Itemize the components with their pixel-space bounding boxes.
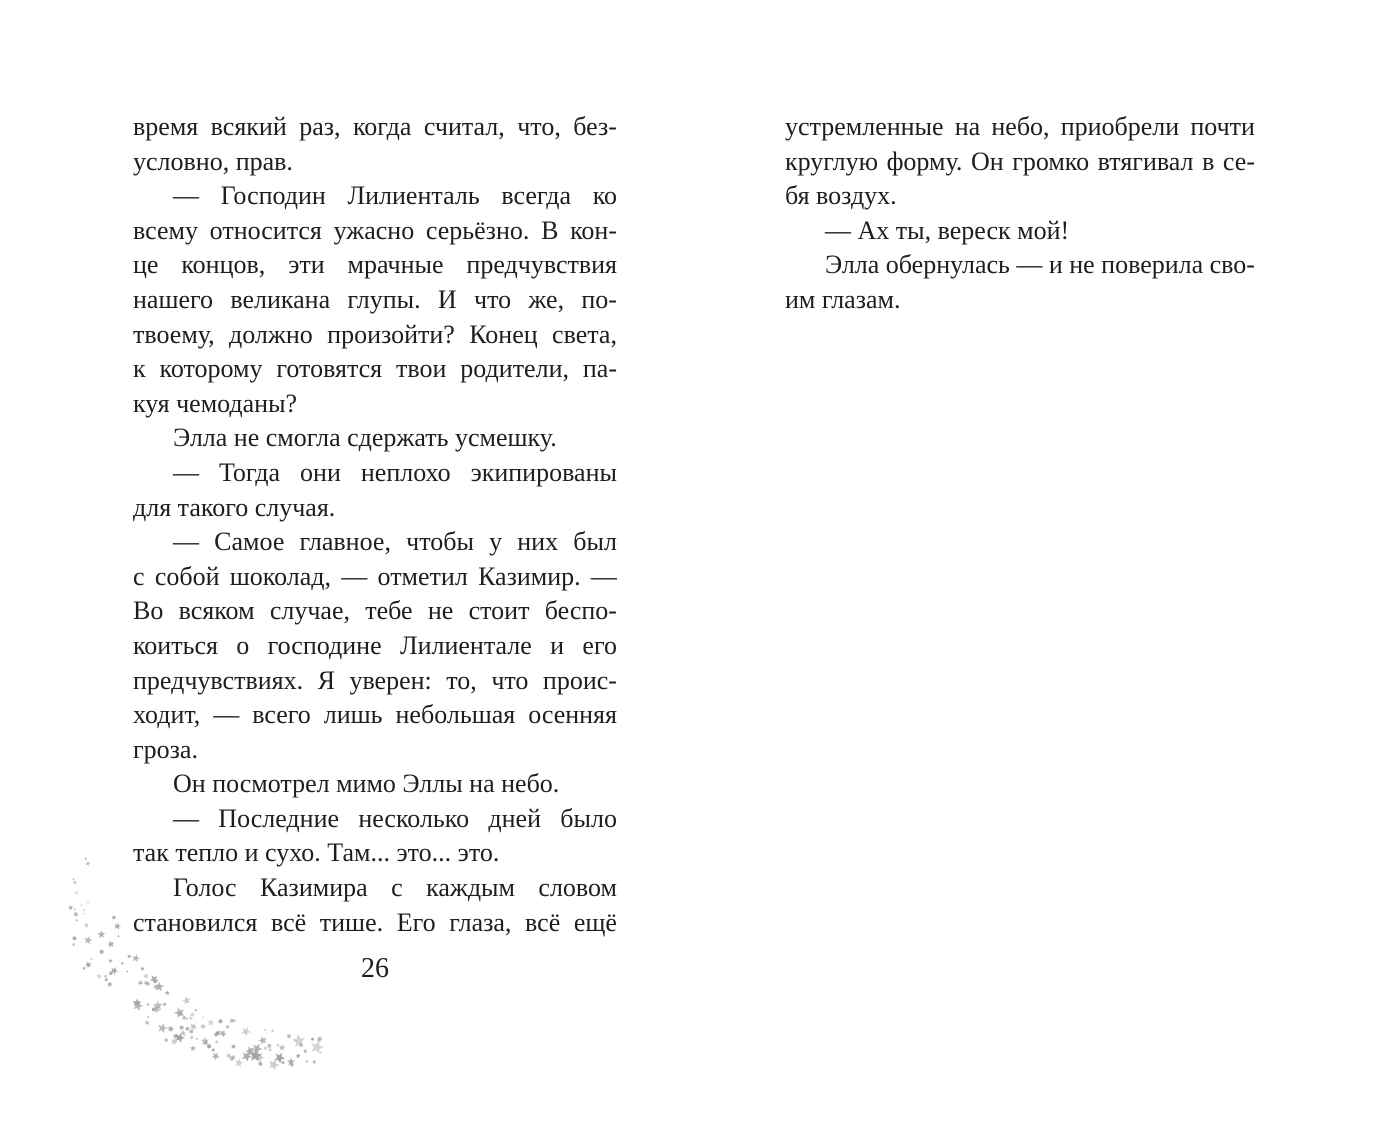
text-line: так тепло и сухо. Там... это... это. <box>133 838 500 868</box>
text-line: устремленные на небо, приобрели почти <box>785 112 1255 141</box>
text-line: условно, прав. <box>133 146 293 176</box>
right-page-text <box>785 110 1255 318</box>
text-line: твоему, должно произойти? Конец света, <box>133 319 617 349</box>
left-page-text <box>133 110 617 940</box>
text-line: куя чемоданы? <box>133 388 298 418</box>
text-line: — Последние несколько дней было <box>173 803 617 833</box>
left-page <box>0 0 696 1125</box>
text-line: Он посмотрел мимо Эллы на небо. <box>173 769 560 799</box>
page-number: 26 <box>361 953 389 984</box>
text-line: Голос Казимира с каждым словом <box>173 873 617 903</box>
right-page <box>696 0 1393 1125</box>
text-line: для такого случая. <box>133 492 336 522</box>
text-line: коиться о господине Лилиентале и его <box>133 630 617 660</box>
text-line: нашего великана глупы. И что же, по- <box>133 284 617 314</box>
text-line: — Тогда они неплохо экипированы <box>173 457 617 487</box>
text-line: им глазам. <box>785 284 901 314</box>
text-line: к которому готовятся твои родители, па- <box>133 354 617 384</box>
text-line: всему относится ужасно серьёзно. В кон- <box>133 215 617 245</box>
text-line: Элла не смогла сдержать усмешку. <box>173 423 557 453</box>
text-line: предчувствиях. Я уверен: то, что проис- <box>133 665 617 695</box>
text-line: — Господин Лилиенталь всегда ко <box>173 181 617 211</box>
text-line: время всякий раз, когда считал, что, без- <box>133 112 617 141</box>
text-line: — Ах ты, вереск мой! <box>825 215 1070 245</box>
text-line: Элла обернулась — и не поверила сво- <box>825 250 1255 280</box>
text-line: це концов, эти мрачные предчувствия <box>133 250 617 280</box>
text-line: с собой шоколад, — отметил Казимир. — <box>133 561 617 591</box>
text-line: становился всё тише. Его глаза, всё ещё <box>133 907 617 937</box>
text-line: ходит, — всего лишь небольшая осенняя <box>133 700 617 730</box>
text-line: бя воздух. <box>785 181 897 211</box>
text-line: — Самое главное, чтобы у них был <box>173 527 617 557</box>
text-line: гроза. <box>133 734 198 764</box>
text-line: Во всяком случае, тебе не стоит беспо- <box>133 596 617 626</box>
text-line: круглую форму. Он громко втягивал в се- <box>785 146 1255 176</box>
